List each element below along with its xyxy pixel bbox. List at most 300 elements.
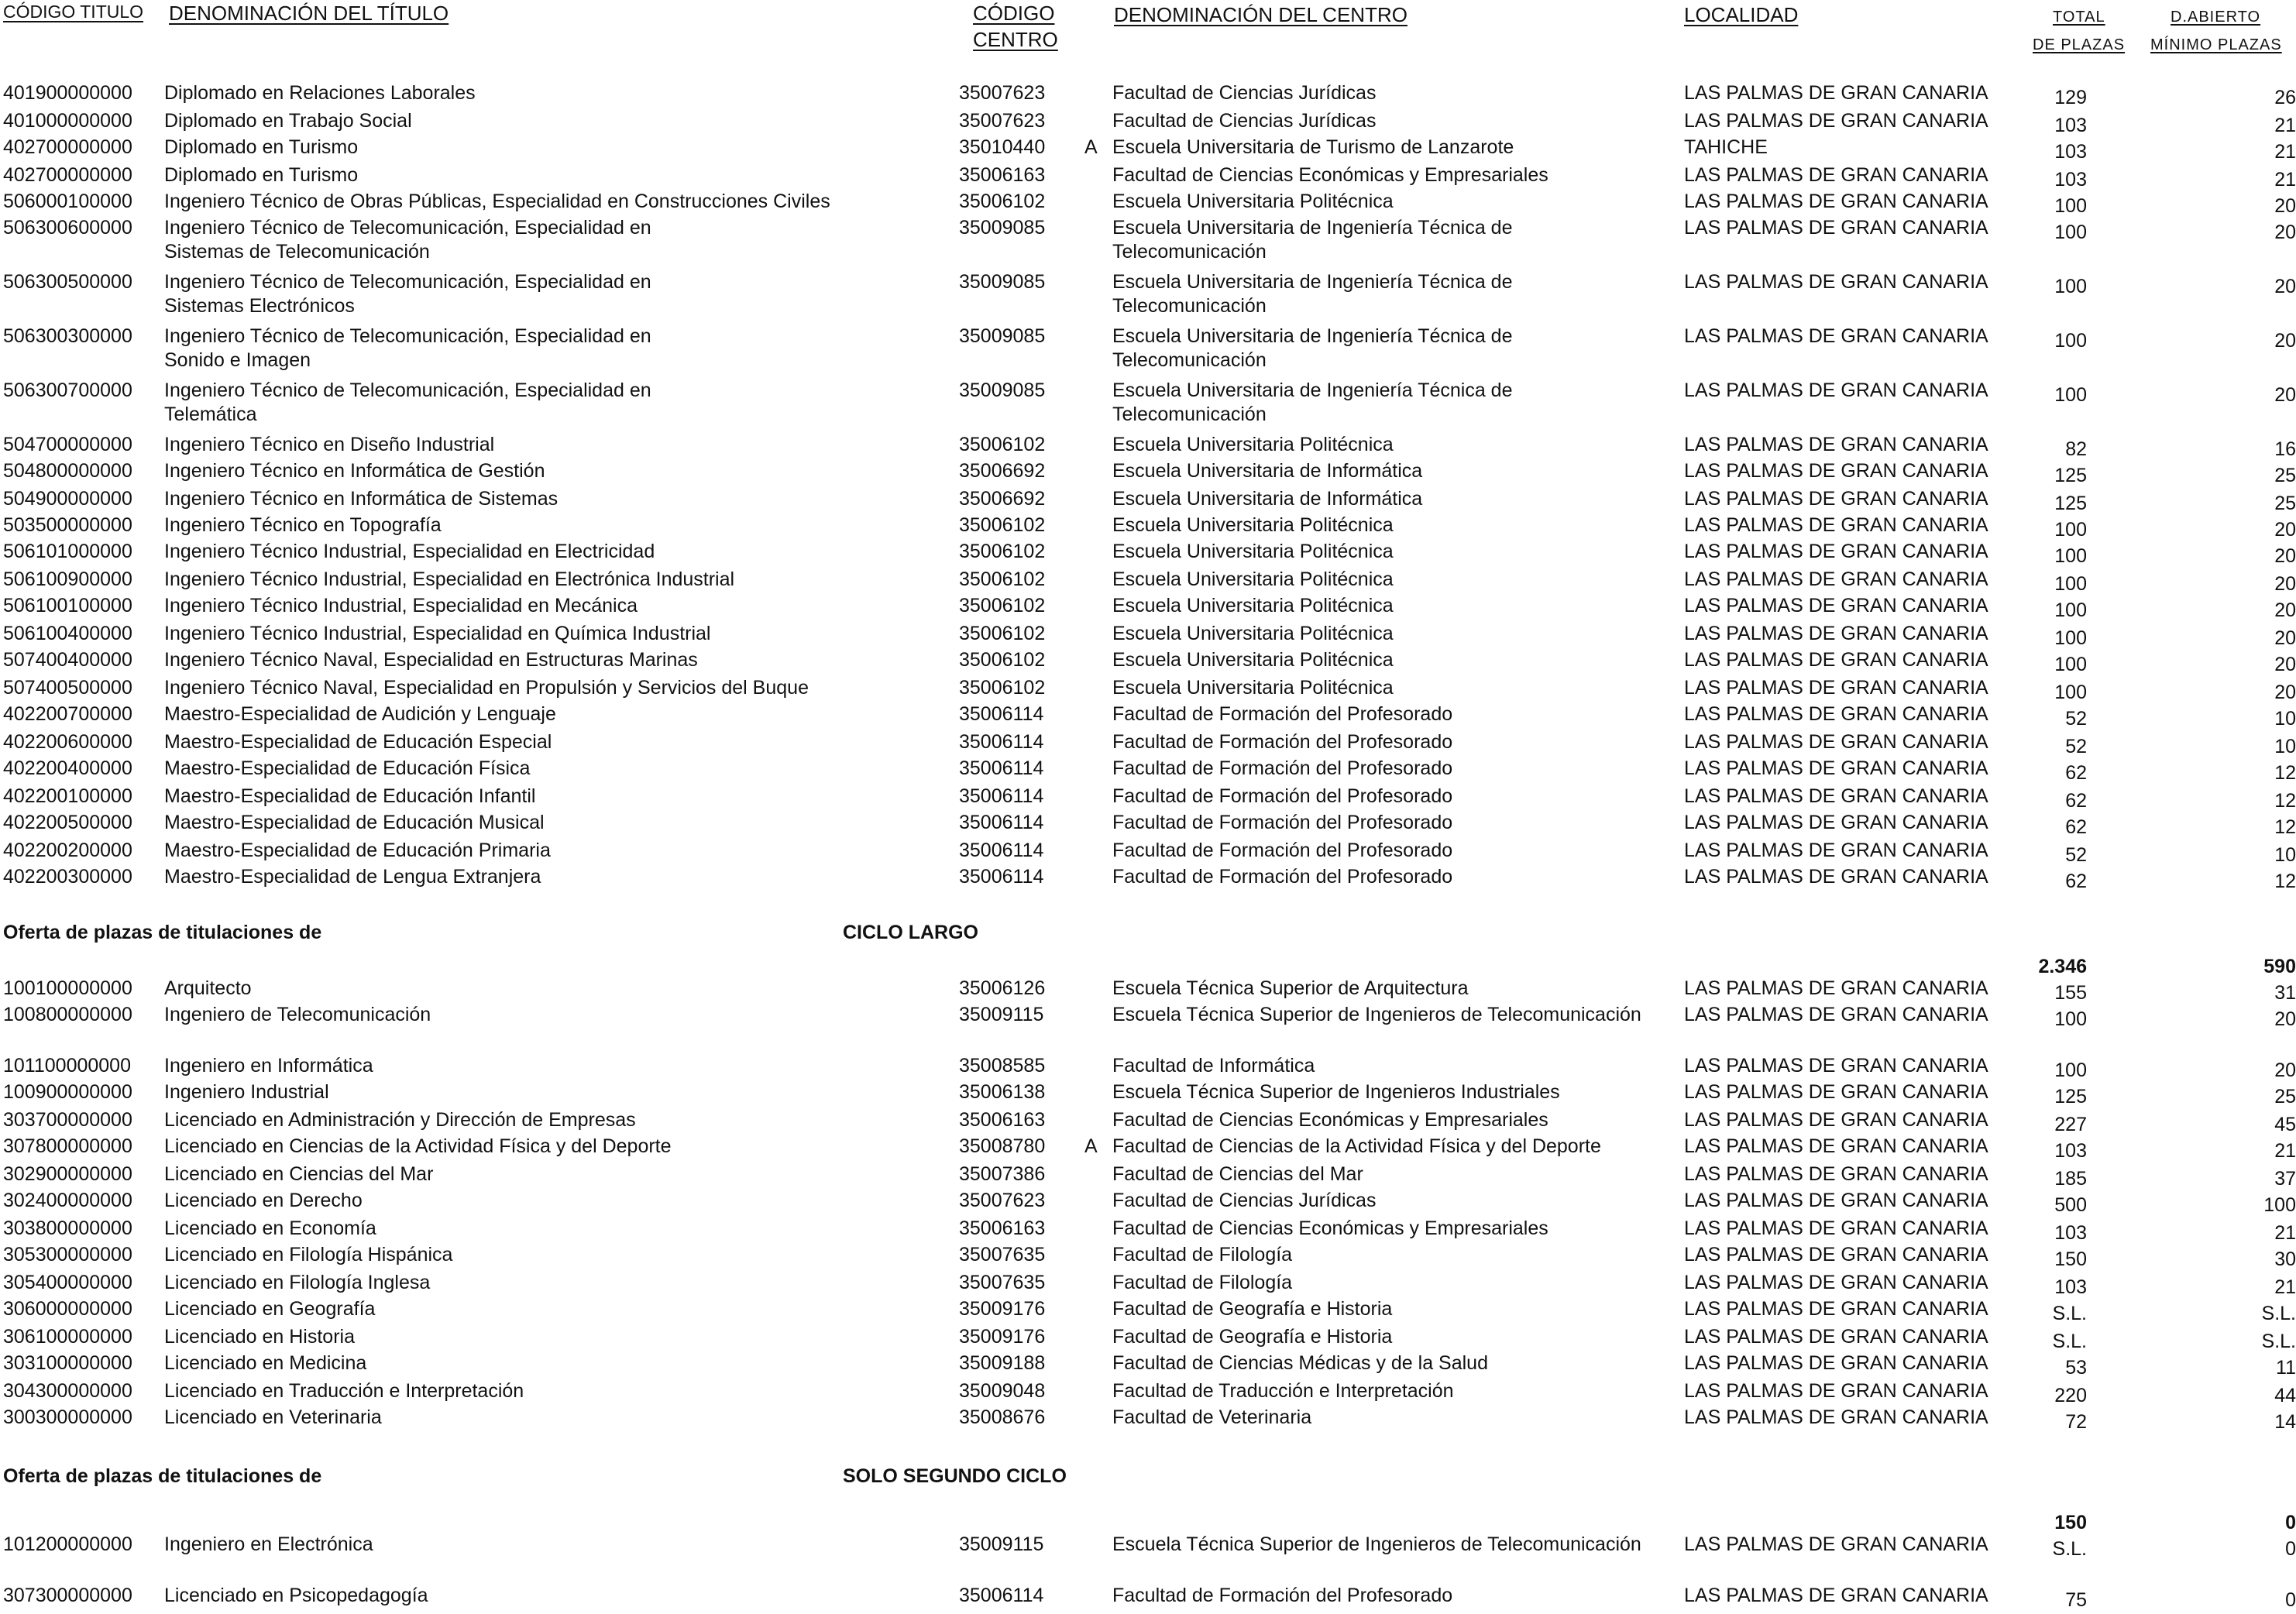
codigo-centro: 35006102 xyxy=(959,623,1046,644)
denominacion-centro-line2: Telecomunicación xyxy=(1112,349,1267,371)
denominacion-titulo-line1: Ingeniero Técnico de Telecomunicación, Especialidad en xyxy=(164,379,651,401)
table-row xyxy=(0,516,2296,544)
codigo-centro: 35009115 xyxy=(959,1533,1044,1555)
denominacion-centro-line1: Escuela Universitaria Politécnica xyxy=(1112,434,1394,455)
minimo-plazas: 20 xyxy=(2274,599,2296,621)
denominacion-titulo-line1: Licenciado en Ciencias de la Actividad Física y del Deporte xyxy=(164,1135,672,1157)
denominacion-titulo xyxy=(164,542,655,561)
localidad: LAS PALMAS DE GRAN CANARIA xyxy=(1684,1406,1988,1428)
total-plazas: 52 xyxy=(2065,708,2087,730)
denominacion-centro xyxy=(1112,489,1422,509)
denominacion-titulo xyxy=(164,787,535,806)
localidad: LAS PALMAS DE GRAN CANARIA xyxy=(1684,191,1988,212)
denominacion-titulo xyxy=(164,1165,433,1184)
table-row xyxy=(0,112,2296,139)
total-plazas: 129 xyxy=(2054,87,2087,108)
denominacion-titulo xyxy=(164,1382,524,1401)
codigo-titulo: 402200600000 xyxy=(3,731,132,753)
codigo-titulo: 506101000000 xyxy=(3,541,132,562)
localidad: LAS PALMAS DE GRAN CANARIA xyxy=(1684,731,1988,753)
codigo-titulo: 402200500000 xyxy=(3,812,132,833)
denominacion-titulo xyxy=(164,192,830,211)
denominacion-titulo xyxy=(164,813,545,833)
table-row xyxy=(0,192,2296,220)
total-plazas: 52 xyxy=(2065,736,2087,757)
minimo-plazas: 25 xyxy=(2274,465,2296,486)
denominacion-titulo-line1: Maestro-Especialidad de Educación Infantil xyxy=(164,785,536,807)
total-plazas: 125 xyxy=(2054,493,2087,514)
section-ciclo-largo-label: Oferta de plazas de titulaciones de xyxy=(3,922,322,943)
total-plazas: 220 xyxy=(2054,1385,2087,1406)
denominacion-titulo-line1: Licenciado en Filología Hispánica xyxy=(164,1244,453,1265)
minimo-plazas: 10 xyxy=(2274,708,2296,730)
denominacion-titulo xyxy=(164,1056,373,1076)
denominacion-centro xyxy=(1112,759,1452,778)
minimo-plazas: 20 xyxy=(2274,195,2296,217)
denominacion-titulo-line2: Sistemas Electrónicos xyxy=(164,295,355,317)
codigo-titulo: 506100400000 xyxy=(3,623,132,644)
denominacion-centro xyxy=(1112,1382,1454,1401)
codigo-centro: 35006114 xyxy=(959,703,1044,725)
denominacion-centro-line1: Escuela Técnica Superior de Ingenieros de Telecomunicación xyxy=(1112,1533,1641,1555)
codigo-centro: 35006114 xyxy=(959,840,1044,861)
denominacion-titulo-line1: Ingeniero Técnico de Obras Públicas, Especialidad en Construcciones Civiles xyxy=(164,191,830,212)
table-row xyxy=(0,217,2296,263)
denominacion-titulo xyxy=(164,1273,430,1293)
table-row xyxy=(0,1056,2296,1084)
codigo-titulo: 402200100000 xyxy=(3,785,132,807)
codigo-titulo: 306000000000 xyxy=(3,1298,132,1320)
denominacion-titulo-line1: Licenciado en Traducción e Interpretación xyxy=(164,1380,524,1402)
denominacion-centro xyxy=(1112,1111,1548,1130)
denominacion-centro xyxy=(1112,1056,1315,1076)
denominacion-centro xyxy=(1112,1083,1560,1102)
table-row xyxy=(0,1191,2296,1219)
denominacion-centro-line1: Escuela Universitaria de Ingeniería Técnica de xyxy=(1112,325,1513,347)
codigo-titulo: 506300300000 xyxy=(3,325,132,347)
denominacion-centro-line1: Facultad de Ciencias Médicas y de la Salud xyxy=(1112,1352,1488,1374)
minimo-plazas: 25 xyxy=(2274,1086,2296,1107)
minimo-plazas: 20 xyxy=(2274,682,2296,703)
codigo-titulo: 504700000000 xyxy=(3,434,132,455)
denominacion-centro xyxy=(1112,1354,1488,1373)
table-row xyxy=(0,1111,2296,1138)
table-row xyxy=(0,1300,2296,1327)
minimo-plazas: 12 xyxy=(2274,762,2296,784)
table-row xyxy=(0,489,2296,517)
denominacion-centro xyxy=(1112,1586,1452,1605)
minimo-plazas: 20 xyxy=(2274,384,2296,406)
total-plazas: 150 xyxy=(2054,1248,2087,1270)
denominacion-titulo-line1: Ingeniero Técnico Industrial, Especialidad en Electricidad xyxy=(164,541,655,562)
denominacion-titulo-line1: Ingeniero Técnico en Topografía xyxy=(164,514,442,536)
denominacion-centro xyxy=(1112,192,1394,211)
denominacion-titulo-line1: Ingeniero Técnico de Telecomunicación, Especialidad en xyxy=(164,217,651,239)
denominacion-titulo-line1: Licenciado en Geografía xyxy=(164,1298,376,1320)
localidad: LAS PALMAS DE GRAN CANARIA xyxy=(1684,271,1988,293)
header-total-line1: TOTAL xyxy=(2053,9,2105,26)
minimo-plazas: 0 xyxy=(2285,1589,2296,1611)
total-plazas: 103 xyxy=(2054,141,2087,163)
denominacion-titulo-line1: Maestro-Especialidad de Lengua Extranjera xyxy=(164,866,541,888)
codigo-titulo: 305400000000 xyxy=(3,1272,132,1293)
total-plazas: 62 xyxy=(2065,790,2087,812)
denominacion-titulo-line1: Maestro-Especialidad de Audición y Lenguaje xyxy=(164,703,556,725)
localidad: LAS PALMAS DE GRAN CANARIA xyxy=(1684,434,1988,455)
localidad: LAS PALMAS DE GRAN CANARIA xyxy=(1684,1135,1988,1157)
codigo-titulo: 402200700000 xyxy=(3,703,132,725)
codigo-titulo: 506100900000 xyxy=(3,568,132,590)
denominacion-titulo xyxy=(164,651,698,670)
codigo-centro: 35006163 xyxy=(959,164,1046,186)
minimo-plazas: 21 xyxy=(2274,1140,2296,1162)
minimo-plazas: 20 xyxy=(2274,627,2296,649)
denominacion-centro-line2: Telecomunicación xyxy=(1112,404,1267,425)
minimo-plazas: 21 xyxy=(2274,1222,2296,1244)
codigo-centro: 35006114 xyxy=(959,757,1044,779)
total-plazas: S.L. xyxy=(2052,1538,2087,1560)
codigo-titulo: 300300000000 xyxy=(3,1406,132,1428)
localidad: LAS PALMAS DE GRAN CANARIA xyxy=(1684,1272,1988,1293)
total-plazas: 100 xyxy=(2054,1059,2087,1081)
denominacion-titulo xyxy=(164,1535,373,1554)
codigo-titulo: 506300600000 xyxy=(3,217,132,239)
codigo-titulo: 306100000000 xyxy=(3,1326,132,1348)
denominacion-centro xyxy=(1112,1245,1292,1265)
total-plazas: 103 xyxy=(2054,1140,2087,1162)
codigo-titulo: 507400500000 xyxy=(3,677,132,699)
denominacion-titulo-line1: Ingeniero en Informática xyxy=(164,1055,373,1077)
codigo-titulo: 303700000000 xyxy=(3,1109,132,1131)
denominacion-centro-line1: Facultad de Geografía e Historia xyxy=(1112,1298,1393,1320)
total-plazas: 62 xyxy=(2065,871,2087,892)
denominacion-centro-line1: Facultad de Ciencias Jurídicas xyxy=(1112,1190,1377,1211)
denominacion-centro-line1: Facultad de Ciencias Económicas y Empresariales xyxy=(1112,164,1548,186)
section-segundo-ciclo-kind: SOLO SEGUNDO CICLO xyxy=(843,1465,1067,1487)
localidad: LAS PALMAS DE GRAN CANARIA xyxy=(1684,82,1988,104)
denominacion-centro xyxy=(1112,1408,1311,1427)
codigo-centro: 35009085 xyxy=(959,325,1046,347)
table-row xyxy=(0,84,2296,112)
denominacion-centro xyxy=(1112,327,1513,370)
denominacion-titulo-line1: Ingeniero Industrial xyxy=(164,1081,329,1103)
table-row xyxy=(0,435,2296,463)
denominacion-titulo-line1: Maestro-Especialidad de Educación Primaria xyxy=(164,840,551,861)
codigo-centro: 35008585 xyxy=(959,1055,1046,1077)
denominacion-centro xyxy=(1112,218,1513,262)
table-row xyxy=(0,596,2296,624)
codigo-centro: 35006114 xyxy=(959,731,1044,753)
localidad: LAS PALMAS DE GRAN CANARIA xyxy=(1684,703,1988,725)
minimo-plazas: 10 xyxy=(2274,736,2296,757)
denominacion-centro-line1: Escuela Universitaria de Informática xyxy=(1112,488,1423,510)
denominacion-titulo xyxy=(164,759,530,778)
total-plazas: 227 xyxy=(2054,1114,2087,1135)
denominacion-centro-line1: Facultad de Ciencias de la Actividad Física y del Deporte xyxy=(1112,1135,1601,1157)
codigo-titulo: 101100000000 xyxy=(3,1055,131,1077)
denominacion-centro xyxy=(1112,841,1452,860)
codigo-titulo: 506100100000 xyxy=(3,595,132,616)
denominacion-centro xyxy=(1112,867,1452,887)
codigo-titulo: 100800000000 xyxy=(3,1004,132,1025)
denominacion-titulo xyxy=(164,678,809,698)
codigo-centro: 35006102 xyxy=(959,677,1046,699)
localidad: LAS PALMAS DE GRAN CANARIA xyxy=(1684,1380,1988,1402)
codigo-titulo: 307300000000 xyxy=(3,1585,132,1606)
localidad: LAS PALMAS DE GRAN CANARIA xyxy=(1684,1004,1988,1025)
minimo-plazas: 37 xyxy=(2274,1168,2296,1190)
denominacion-centro-line1: Facultad de Informática xyxy=(1112,1055,1315,1077)
total-plazas: 100 xyxy=(2054,195,2087,217)
codigo-centro: 35006114 xyxy=(959,1585,1044,1606)
codigo-centro: 35007635 xyxy=(959,1244,1046,1265)
minimo-plazas: 20 xyxy=(2274,519,2296,541)
denominacion-centro-line1: Facultad de Ciencias del Mar xyxy=(1112,1163,1363,1185)
total-plazas: 100 xyxy=(2054,276,2087,297)
table-row xyxy=(0,813,2296,841)
total-plazas: 125 xyxy=(2054,465,2087,486)
denominacion-titulo xyxy=(164,570,734,589)
denominacion-titulo-line1: Ingeniero Técnico Industrial, Especialidad en Mecánica xyxy=(164,595,638,616)
minimo-plazas: 20 xyxy=(2274,221,2296,243)
codigo-titulo: 402200300000 xyxy=(3,866,132,888)
codigo-titulo: 303100000000 xyxy=(3,1352,132,1374)
total-plazas: 100 xyxy=(2054,221,2087,243)
codigo-centro: 35007623 xyxy=(959,110,1046,132)
localidad: LAS PALMAS DE GRAN CANARIA xyxy=(1684,325,1988,347)
section-segundo-ciclo-min: 0 xyxy=(2285,1512,2296,1533)
total-plazas: 185 xyxy=(2054,1168,2087,1190)
denominacion-centro-line1: Facultad de Ciencias Económicas y Empresariales xyxy=(1112,1217,1548,1239)
denominacion-centro xyxy=(1112,435,1394,455)
table-row xyxy=(0,1382,2296,1410)
centro-flag: A xyxy=(1084,136,1098,158)
table-row xyxy=(0,841,2296,869)
denominacion-centro-line1: Facultad de Formación del Profesorado xyxy=(1112,1585,1453,1606)
total-plazas: 100 xyxy=(2054,599,2087,621)
denominacion-centro-line1: Facultad de Formación del Profesorado xyxy=(1112,840,1453,861)
codigo-titulo: 503500000000 xyxy=(3,514,132,536)
denominacion-centro-line1: Facultad de Ciencias Jurídicas xyxy=(1112,82,1377,104)
codigo-centro: 35006102 xyxy=(959,541,1046,562)
denominacion-titulo-line1: Diplomado en Trabajo Social xyxy=(164,110,412,132)
header-minimo-line2: MÍNIMO PLAZAS xyxy=(2150,36,2282,53)
denominacion-centro xyxy=(1112,651,1394,670)
minimo-plazas: 12 xyxy=(2274,790,2296,812)
codigo-centro: 35006114 xyxy=(959,866,1044,888)
localidad: LAS PALMAS DE GRAN CANARIA xyxy=(1684,1585,1988,1606)
minimo-plazas: 21 xyxy=(2274,115,2296,136)
codigo-centro: 35006138 xyxy=(959,1081,1046,1103)
minimo-plazas: 30 xyxy=(2274,1248,2296,1270)
localidad: LAS PALMAS DE GRAN CANARIA xyxy=(1684,840,1988,861)
localidad: LAS PALMAS DE GRAN CANARIA xyxy=(1684,488,1988,510)
denominacion-centro xyxy=(1112,624,1394,644)
denominacion-titulo-line1: Arquitecto xyxy=(164,977,252,999)
localidad: LAS PALMAS DE GRAN CANARIA xyxy=(1684,1533,1988,1555)
minimo-plazas: 20 xyxy=(2274,1059,2296,1081)
localidad: LAS PALMAS DE GRAN CANARIA xyxy=(1684,1326,1988,1348)
table-row xyxy=(0,1586,2296,1614)
denominacion-titulo xyxy=(164,273,651,316)
denominacion-titulo xyxy=(164,979,252,998)
codigo-titulo: 305300000000 xyxy=(3,1244,132,1265)
total-plazas: 103 xyxy=(2054,115,2087,136)
denominacion-centro-line1: Facultad de Formación del Profesorado xyxy=(1112,703,1453,725)
minimo-plazas: 12 xyxy=(2274,871,2296,892)
denominacion-titulo xyxy=(164,705,556,724)
codigo-centro: 35009085 xyxy=(959,217,1046,239)
localidad: LAS PALMAS DE GRAN CANARIA xyxy=(1684,568,1988,590)
header-codigo-centro-line2: CENTRO xyxy=(973,28,1058,51)
denominacion-titulo xyxy=(164,624,710,644)
localidad: LAS PALMAS DE GRAN CANARIA xyxy=(1684,1081,1988,1103)
denominacion-centro-line1: Facultad de Filología xyxy=(1112,1272,1293,1293)
denominacion-centro-line1: Facultad de Formación del Profesorado xyxy=(1112,731,1453,753)
table-row xyxy=(0,1137,2296,1165)
codigo-titulo: 101200000000 xyxy=(3,1533,132,1555)
denominacion-centro-line1: Facultad de Geografía e Historia xyxy=(1112,1326,1393,1348)
denominacion-centro-line1: Escuela Universitaria de Turismo de Lanzarote xyxy=(1112,136,1514,158)
header-codigo-centro-line1: CÓDIGO xyxy=(973,2,1055,25)
denominacion-centro-line1: Escuela Universitaria de Informática xyxy=(1112,460,1423,482)
table-row xyxy=(0,1083,2296,1111)
denominacion-centro xyxy=(1112,678,1394,698)
minimo-plazas: 10 xyxy=(2274,844,2296,866)
localidad: LAS PALMAS DE GRAN CANARIA xyxy=(1684,1109,1988,1131)
denominacion-titulo xyxy=(164,84,476,103)
denominacion-centro-line1: Facultad de Formación del Profesorado xyxy=(1112,757,1453,779)
denominacion-centro xyxy=(1112,705,1452,724)
minimo-plazas: S.L. xyxy=(2261,1303,2296,1324)
minimo-plazas: 21 xyxy=(2274,1276,2296,1298)
codigo-centro: 35006163 xyxy=(959,1109,1046,1131)
localidad: LAS PALMAS DE GRAN CANARIA xyxy=(1684,785,1988,807)
denominacion-titulo-line1: Licenciado en Economía xyxy=(164,1217,376,1239)
localidad: LAS PALMAS DE GRAN CANARIA xyxy=(1684,217,1988,239)
denominacion-centro xyxy=(1112,462,1422,481)
header-localidad: LOCALIDAD xyxy=(1684,3,1799,26)
denominacion-titulo-line1: Licenciado en Administración y Dirección de Empresas xyxy=(164,1109,636,1131)
codigo-centro: 35006114 xyxy=(959,785,1044,807)
minimo-plazas: 20 xyxy=(2274,276,2296,297)
minimo-plazas: 44 xyxy=(2274,1385,2296,1406)
table-row xyxy=(0,1219,2296,1247)
denominacion-centro-line1: Facultad de Formación del Profesorado xyxy=(1112,866,1453,888)
total-plazas: 62 xyxy=(2065,816,2087,838)
codigo-centro: 35009085 xyxy=(959,271,1046,293)
table-row xyxy=(0,166,2296,194)
denominacion-centro xyxy=(1112,273,1513,316)
total-plazas: 103 xyxy=(2054,1222,2087,1244)
denominacion-centro xyxy=(1112,1327,1392,1347)
total-plazas: 53 xyxy=(2065,1357,2087,1379)
denominacion-centro-line1: Facultad de Ciencias Jurídicas xyxy=(1112,110,1377,132)
denominacion-titulo xyxy=(164,596,638,616)
minimo-plazas: 26 xyxy=(2274,87,2296,108)
codigo-centro: 35006102 xyxy=(959,434,1046,455)
codigo-titulo: 401000000000 xyxy=(3,110,132,132)
localidad: LAS PALMAS DE GRAN CANARIA xyxy=(1684,379,1988,401)
total-plazas: 100 xyxy=(2054,384,2087,406)
total-plazas: 103 xyxy=(2054,1276,2087,1298)
table-row xyxy=(0,678,2296,706)
minimo-plazas: 11 xyxy=(2276,1357,2296,1379)
denominacion-titulo-line1: Ingeniero Técnico Industrial, Especialidad en Química Industrial xyxy=(164,623,711,644)
minimo-plazas: 16 xyxy=(2274,438,2296,460)
codigo-titulo: 506000100000 xyxy=(3,191,132,212)
total-plazas: 100 xyxy=(2054,519,2087,541)
localidad: LAS PALMAS DE GRAN CANARIA xyxy=(1684,1352,1988,1374)
codigo-titulo: 506300500000 xyxy=(3,271,132,293)
codigo-centro: 35006692 xyxy=(959,488,1046,510)
denominacion-centro-line1: Escuela Técnica Superior de Arquitectura xyxy=(1112,977,1469,999)
table-row xyxy=(0,867,2296,895)
table-row xyxy=(0,979,2296,1007)
denominacion-centro xyxy=(1112,1219,1548,1238)
codigo-centro: 35009188 xyxy=(959,1352,1046,1374)
total-plazas: 100 xyxy=(2054,627,2087,649)
localidad: LAS PALMAS DE GRAN CANARIA xyxy=(1684,812,1988,833)
denominacion-centro-line1: Escuela Universitaria de Ingeniería Técnica de xyxy=(1112,217,1513,239)
table-row xyxy=(0,733,2296,761)
denominacion-titulo-line1: Maestro-Especialidad de Educación Especial xyxy=(164,731,552,753)
minimo-plazas: 14 xyxy=(2274,1411,2296,1433)
denominacion-titulo xyxy=(164,381,651,424)
header-denominacion-centro: DENOMINACIÓN DEL CENTRO xyxy=(1114,3,1408,26)
localidad: LAS PALMAS DE GRAN CANARIA xyxy=(1684,164,1988,186)
denominacion-centro-line2: Telecomunicación xyxy=(1112,241,1267,263)
codigo-centro: 35008780 xyxy=(959,1135,1046,1157)
codigo-titulo: 302900000000 xyxy=(3,1163,132,1185)
denominacion-titulo xyxy=(164,327,651,370)
denominacion-titulo xyxy=(164,1111,636,1130)
denominacion-titulo xyxy=(164,1137,672,1156)
table-row xyxy=(0,271,2296,317)
denominacion-titulo xyxy=(164,1327,355,1347)
denominacion-centro xyxy=(1112,1005,1641,1025)
denominacion-titulo-line1: Ingeniero Técnico en Diseño Industrial xyxy=(164,434,495,455)
codigo-centro: 35008676 xyxy=(959,1406,1046,1428)
denominacion-titulo-line1: Maestro-Especialidad de Educación Física xyxy=(164,757,531,779)
denominacion-centro-line1: Facultad de Veterinaria xyxy=(1112,1406,1312,1428)
denominacion-titulo-line1: Licenciado en Veterinaria xyxy=(164,1406,382,1428)
denominacion-titulo xyxy=(164,1586,428,1605)
codigo-titulo: 402200200000 xyxy=(3,840,132,861)
codigo-centro: 35007623 xyxy=(959,1190,1046,1211)
denominacion-centro-line1: Escuela Técnica Superior de Ingenieros de Telecomunicación xyxy=(1112,1004,1641,1025)
localidad: TAHICHE xyxy=(1684,136,1768,158)
header-minimo-line1: D.ABIERTO xyxy=(2171,9,2261,26)
localidad: LAS PALMAS DE GRAN CANARIA xyxy=(1684,1298,1988,1320)
denominacion-centro-line1: Escuela Universitaria Politécnica xyxy=(1112,677,1394,699)
localidad: LAS PALMAS DE GRAN CANARIA xyxy=(1684,595,1988,616)
localidad: LAS PALMAS DE GRAN CANARIA xyxy=(1684,1244,1988,1265)
table-row xyxy=(0,1273,2296,1301)
codigo-centro: 35006102 xyxy=(959,649,1046,671)
codigo-centro: 35006114 xyxy=(959,812,1044,833)
denominacion-titulo xyxy=(164,1005,431,1025)
minimo-plazas: 45 xyxy=(2274,1114,2296,1135)
codigo-titulo: 100900000000 xyxy=(3,1081,132,1103)
minimo-plazas: 20 xyxy=(2274,330,2296,352)
codigo-titulo: 302400000000 xyxy=(3,1190,132,1211)
codigo-titulo: 402700000000 xyxy=(3,136,132,158)
localidad: LAS PALMAS DE GRAN CANARIA xyxy=(1684,866,1988,888)
total-plazas: 155 xyxy=(2054,982,2087,1004)
total-plazas: 100 xyxy=(2054,682,2087,703)
denominacion-centro xyxy=(1112,112,1376,131)
